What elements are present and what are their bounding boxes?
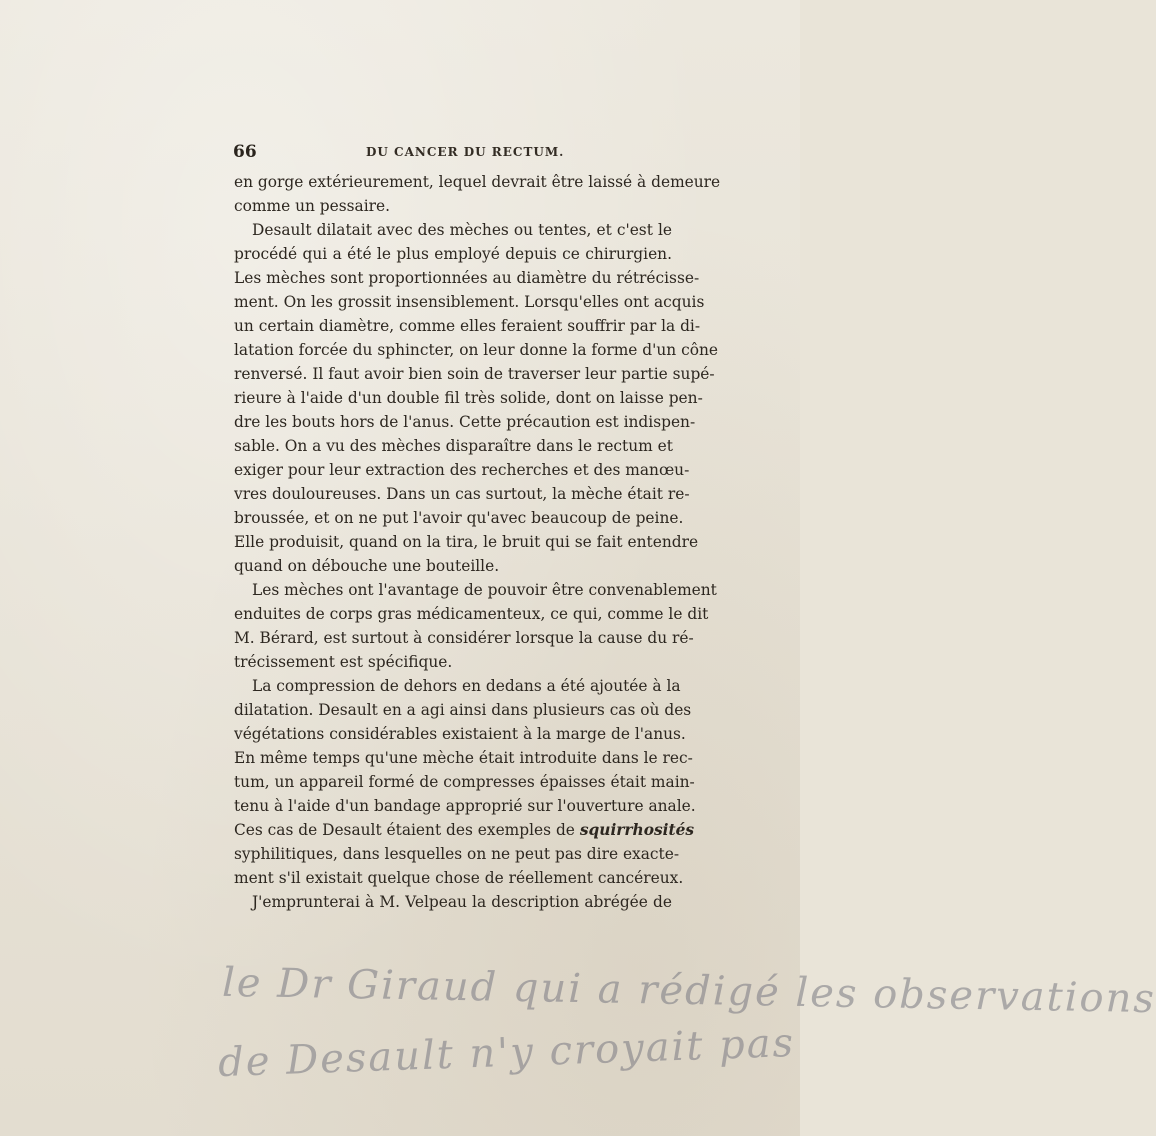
text-line <box>234 362 715 386</box>
text-line-content: sable. On a vu des mèches disparaître dans le rectum et <box>234 437 673 455</box>
text-line <box>234 650 672 674</box>
text-line <box>234 842 680 866</box>
text-line-content: en gorge extérieurement, lequel devrait être laissé à demeure <box>234 173 721 191</box>
text-line <box>234 746 693 770</box>
italic-word: squirrhosités <box>579 821 695 839</box>
text-line-content: dilatation. Desault en a agi ainsi dans plusieurs cas où des <box>234 701 692 719</box>
text-line-content: Desault dilatait avec des mèches ou tentes, et c'est le <box>252 221 672 239</box>
text-line-content: Ces cas de Desault étaient des exemples de <box>234 821 575 839</box>
text-line <box>234 698 692 722</box>
text-line-content: comme un pessaire. <box>234 197 391 215</box>
text-line <box>234 434 672 458</box>
body-text <box>234 170 721 914</box>
text-line <box>234 482 690 506</box>
running-title: DU CANCER DU RECTUM. <box>366 145 565 159</box>
text-line-content: broussée, et on ne put l'avoir qu'avec beaucoup de peine. <box>234 509 684 527</box>
text-line-content: végétations considérables existaient à la marge de l'anus. <box>234 725 686 743</box>
text-line <box>234 674 681 698</box>
handwritten-note-line-1: le Dr Giraud qui a rédigé les observations <box>221 959 1156 1023</box>
text-line-content: tum, un appareil formé de compresses épaisses était main- <box>234 773 695 791</box>
text-line-content: En même temps qu'une mèche était introduite dans le rec- <box>234 749 693 767</box>
text-line <box>234 794 696 818</box>
text-line-content: M. Bérard, est surtout à considérer lorsque la cause du ré- <box>234 629 694 647</box>
text-line <box>234 890 672 914</box>
text-line <box>234 554 672 578</box>
text-line-content: tenu à l'aide d'un bandage approprié sur l'ouverture anale. <box>234 797 696 815</box>
text-line-content: un certain diamètre, comme elles feraient souffrir par la di- <box>234 317 701 335</box>
text-line-content: ment s'il existait quelque chose de réellement cancéreux. <box>234 869 684 887</box>
text-line <box>234 530 699 554</box>
running-head <box>233 142 673 166</box>
text-line <box>234 170 721 194</box>
page-number: 66 <box>233 142 257 162</box>
text-line <box>234 242 672 266</box>
text-line <box>234 578 717 602</box>
text-line <box>234 194 672 218</box>
text-line-content: procédé qui a été le plus employé depuis ce chirurgien. <box>234 245 672 263</box>
text-line <box>234 722 686 746</box>
text-line-content: trécissement est spécifique. <box>234 653 453 671</box>
text-line-content: renversé. Il faut avoir bien soin de traverser leur partie supé- <box>234 365 715 383</box>
text-line <box>234 506 684 530</box>
text-line <box>234 218 672 242</box>
text-line <box>234 290 705 314</box>
text-line-content: enduites de corps gras médicamenteux, ce qui, comme le dit <box>234 605 709 623</box>
text-line-content: J'emprunterai à M. Velpeau la description abrégée de <box>252 893 672 911</box>
text-line-content: latation forcée du sphincter, on leur donne la forme d'un cône <box>234 341 719 359</box>
text-line <box>234 770 695 794</box>
text-line <box>234 866 684 890</box>
text-line-content: ment. On les grossit insensiblement. Lorsqu'elles ont acquis <box>234 293 705 311</box>
text-line-content: exiger pour leur extraction des recherches et des manœu- <box>234 461 690 479</box>
text-line-content: La compression de dehors en dedans a été ajoutée à la <box>252 677 681 695</box>
text-line <box>234 266 700 290</box>
text-line <box>234 458 690 482</box>
text-line <box>234 314 701 338</box>
text-line <box>234 410 696 434</box>
text-line <box>234 386 703 410</box>
text-line-content: dre les bouts hors de l'anus. Cette précaution est indispen- <box>234 413 696 431</box>
text-line-content: Les mèches ont l'avantage de pouvoir être convenablement <box>252 581 717 599</box>
text-line-content: quand on débouche une bouteille. <box>234 557 500 575</box>
text-line-content: Elle produisit, quand on la tira, le bruit qui se fait entendre <box>234 533 699 551</box>
text-line-content: rieure à l'aide d'un double fil très solide, dont on laisse pen- <box>234 389 703 407</box>
text-line <box>234 626 694 650</box>
text-line <box>234 338 719 362</box>
text-line-content: Les mèches sont proportionnées au diamètre du rétrécisse- <box>234 269 700 287</box>
text-line <box>234 602 709 626</box>
text-line <box>234 818 695 842</box>
text-line-content: vres douloureuses. Dans un cas surtout, la mèche était re- <box>234 485 690 503</box>
text-line-content: syphilitiques, dans lesquelles on ne peut pas dire exacte- <box>234 845 680 863</box>
handwritten-note-line-2: de Desault n'y croyait pas <box>217 1019 796 1087</box>
